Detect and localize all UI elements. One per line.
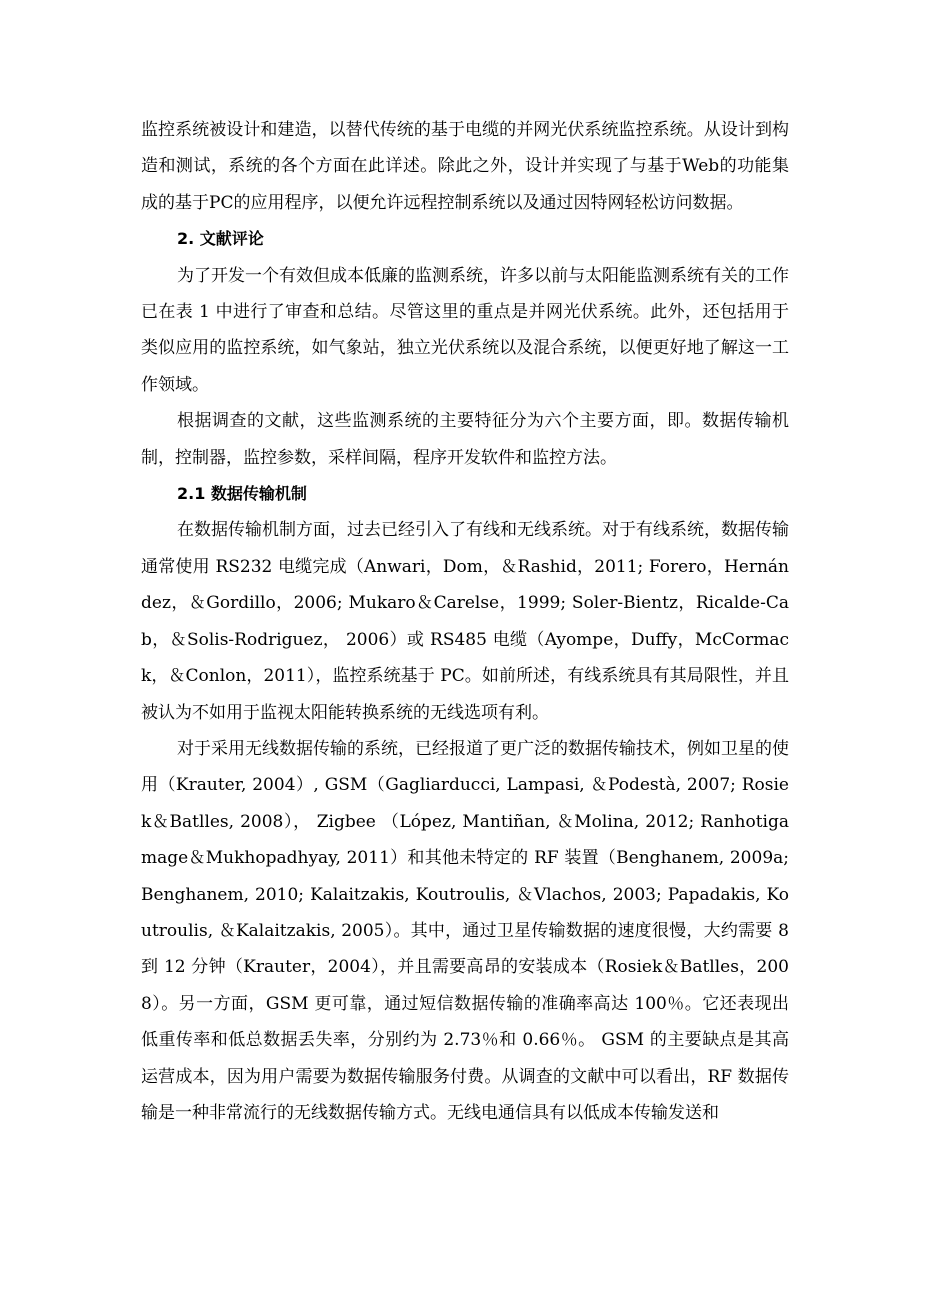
section-heading-literature-review: 2. 文献评论 [177, 229, 264, 249]
paragraph-wireless-systems: 对于采用无线数据传输的系统，已经报道了更广泛的数据传输技术，例如卫星的使用（Krauter, 2004）, GSM（Gagliarducci, Lampasi, ＆Podestà, 2007; Rosiek＆Batlles, 2008）， Zigbee （López, Mantiñan, ＆Molina, 2012; Ranhotigamage＆Mukhopadhyay, 2011）和其他未特定的 RF 装置（Benghanem, 2009a; Benghanem, 2010; Kalaitzakis, Koutroulis, ＆Vlachos, 2003; Papadakis, Koutroulis, ＆Kalaitzakis, 2005）。其中，通过卫星传输数据的速度很慢，大约需要 8 到 12 分钟（Krauter，2004），并且需要高昂的安装成本（Rosiek＆Batlles，2008）。另一方面，GSM 更可靠，通过短信数据传输的准确率高达 100％。它还表现出低重传率和低总数据丢失率，分别约为 2.73％和 0.66％。 GSM 的主要缺点是其高运营成本，因为用户需要为数据传输服务付费。从调查的文献中可以看出，RF 数据传输是一种非常流行的无线数据传输方式。无线电通信具有以低成本传输发送和 [141, 738, 789, 1123]
paragraph-monitoring-features: 根据调查的文献，这些监测系统的主要特征分为六个主要方面，即。数据传输机制，控制器，监控参数，采样间隔，程序开发软件和监控方法。 [141, 411, 789, 468]
paragraph-intro-continued: 监控系统被设计和建造，以替代传统的基于电缆的并网光伏系统监控系统。从设计到构造和测试，系统的各个方面在此详述。除此之外，设计并实现了与基于Web的功能集成的基于PC的应用程序，以便允许远程控制系统以及通过因特网轻松访问数据。 [141, 120, 789, 213]
subsection-heading-data-transmission: 2.1 数据传输机制 [177, 484, 307, 504]
paragraph-wired-systems: 在数据传输机制方面，过去已经引入了有线和无线系统。对于有线系统，数据传输通常使用 RS232 电缆完成（Anwari，Dom，＆Rashid，2011; Forero，Hernández，＆Gordillo，2006; Mukaro＆Carelse，1999; Soler-Bientz，Ricalde-Cab，＆Solis-Rodriguez， 2006）或 RS485 电缆（Ayompe，Duffy，McCormack，＆Conlon，2011），监控系统基于 PC。如前所述，有线系统具有其局限性，并且被认为不如用于监视太阳能转换系统的无线选项有利。 [141, 520, 789, 723]
body-text [141, 112, 789, 1131]
paragraph-literature-overview: 为了开发一个有效但成本低廉的监测系统，许多以前与太阳能监测系统有关的工作已在表 1 中进行了审查和总结。尽管这里的重点是并网光伏系统。此外，还包括用于类似应用的监控系统，如气象站，独立光伏系统以及混合系统，以便更好地了解这一工作领域。 [141, 265, 789, 395]
